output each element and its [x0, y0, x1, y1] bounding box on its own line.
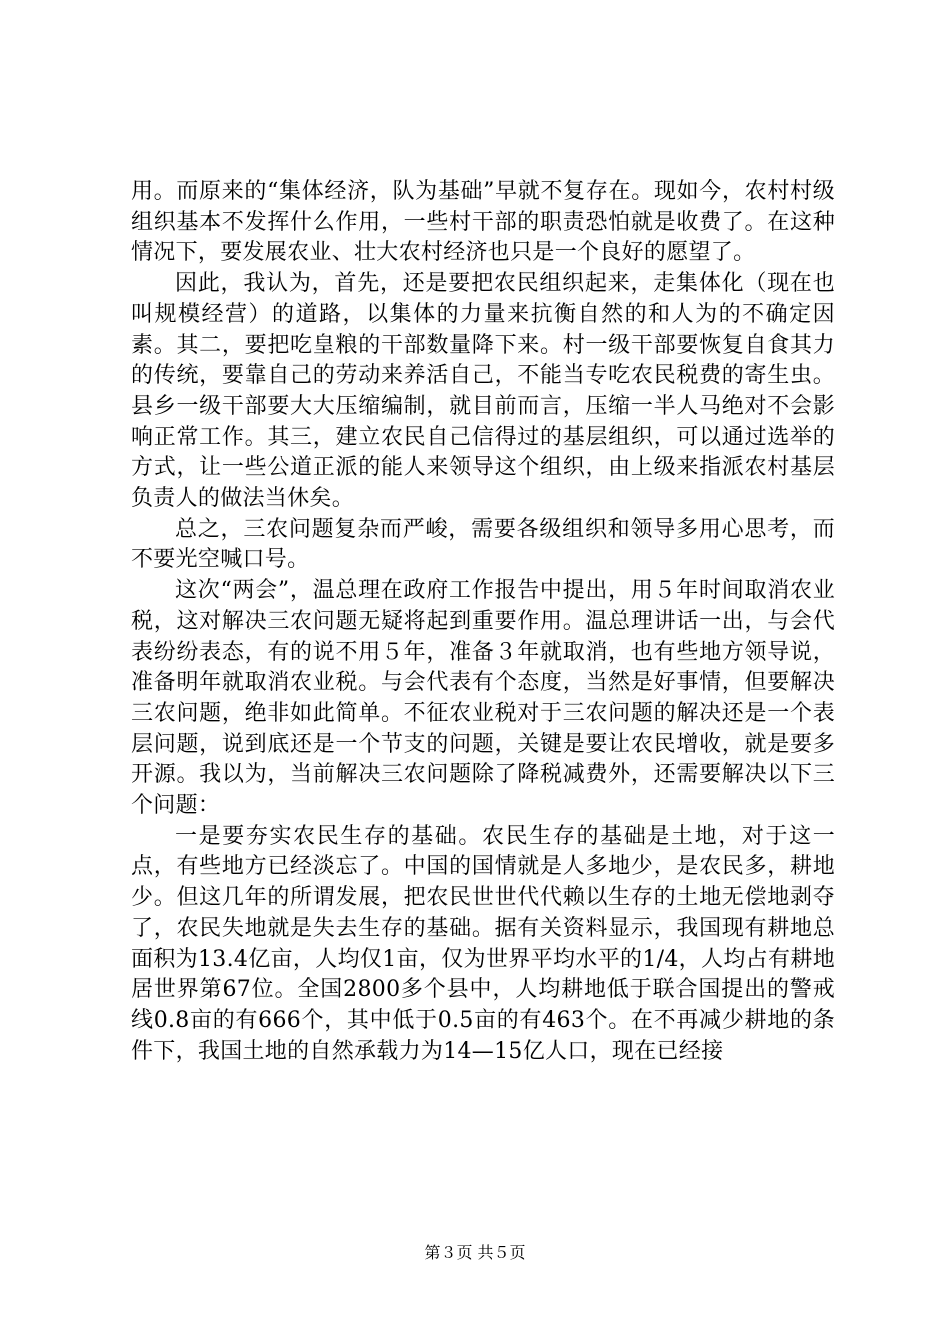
paragraph-5: 一是要夯实农民生存的基础。农民生存的基础是土地，对于这一点，有些地方已经淡忘了。中国的国情就是人多地少，是农民多，耕地少。但这几年的所谓发展，把农民世世代代赖以生存的土地无偿地剥夺了，农民失地就是失去生存的基础。据有关资料显示，我国现有耕地总面积为13.4亿亩，人均仅1亩，仅为世界平均水平的1/4，人均占有耕地居世界第67位。全国2800多个县中，人均耕地低于联合国提出的警戒线0.8亩的有666个，其中低于0.5亩的有463个。在不再减少耕地的条件下，我国土地的自然承载力为14—15亿人口，现在已经接	[131, 823, 835, 1064]
page-number: 第３页 共５页	[424, 1243, 526, 1262]
paragraph-2: 因此，我认为，首先，还是要把农民组织起来，走集体化（现在也叫规模经营）的道路，以集体的力量来抗衡自然的和人为的不确定因素。其二，要把吃皇粮的干部数量降下来。村一级干部要恢复自食其力的传统，要靠自己的劳动来养活自己，不能当专吃农民税费的寄生虫。县乡一级干部要大大压缩编制，就目前而言，压缩一半人马绝对不会影响正常工作。其三，建立农民自己信得过的基层组织，可以通过选举的方式，让一些公道正派的能人来领导这个组织，由上级来指派农村基层负责人的做法当休矣。	[131, 271, 835, 512]
paragraph-1: 用。而原来的“集体经济，队为基础”早就不复存在。现如今，农村村级组织基本不发挥什么作用，一些村干部的职责恐怕就是收费了。在这种情况下，要发展农业、壮大农村经济也只是一个良好的愿望了。	[131, 179, 835, 266]
paragraph-4: 这次“两会”，温总理在政府工作报告中提出，用５年时间取消农业税，这对解决三农问题无疑将起到重要作用。温总理讲话一出，与会代表纷纷表态，有的说不用５年，准备３年就取消，也有些地方领导说，准备明年就取消农业税。与会代表有个态度，当然是好事情，但要解决三农问题，绝非如此简单。不征农业税对于三农问题的解决还是一个表层问题，说到底还是一个节支的问题，关键是要让农民增收，就是要多开源。我以为，当前解决三农问题除了降税减费外，还需要解决以下三个问题：	[131, 578, 835, 819]
document-body	[131, 177, 835, 1067]
page-footer	[0, 1243, 950, 1263]
paragraph-3: 总之，三农问题复杂而严峻，需要各级组织和领导多用心思考，而不要光空喊口号。	[131, 516, 835, 573]
